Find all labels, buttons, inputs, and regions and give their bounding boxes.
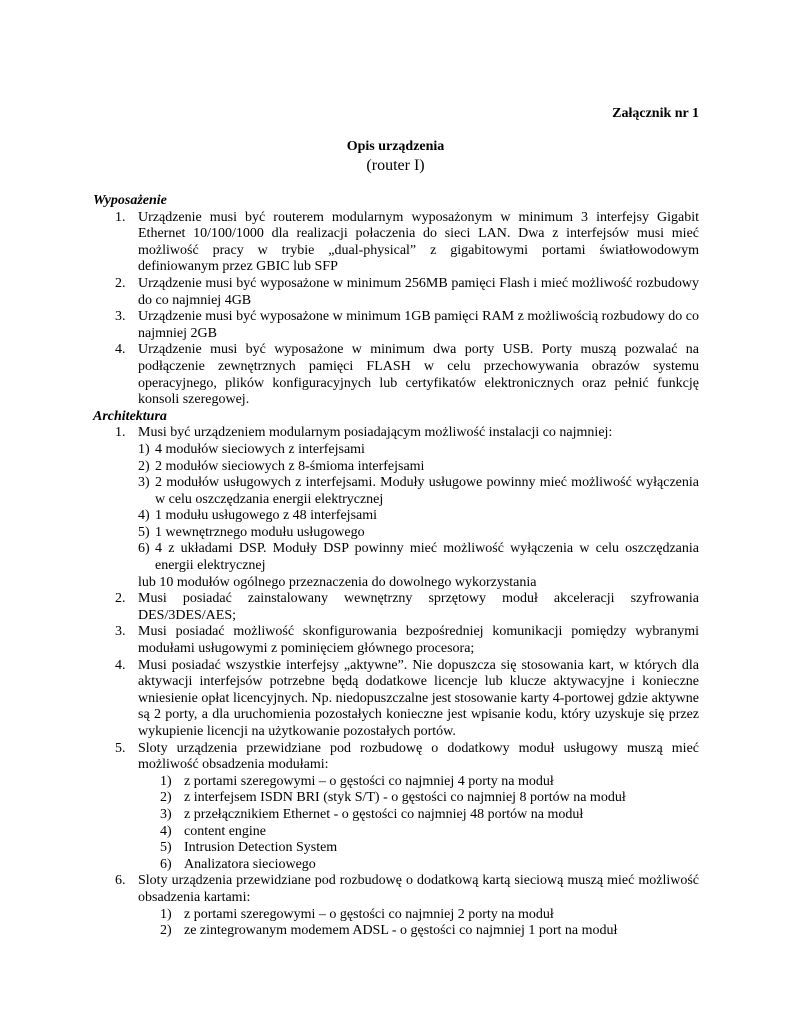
list-text: Urządzenie musi być wyposażone w minimum dwa porty USB. Porty muszą pozwalać na podłączenie zewnętrznych pamięci FLASH w celu przechowywania obrazów systemu operacyjnego, plików konfiguracyjnych lub certyfikatów elektronicznych oraz pełnić funkcję konsoli szeregowej. [138,342,699,408]
sublist-item [93,807,699,824]
section-heading-equipment: Wyposażenie [93,193,167,208]
list-number: 1. [115,209,126,225]
sublist-text: ze zintegrowanym modemem ADSL - o gęstości co najmniej 1 port na moduł [184,923,618,939]
sublist-text: 4 modułów sieciowych z interfejsami [155,441,365,457]
sublist-number: 2) [138,458,150,474]
list-text: Sloty urządzenia przewidziane pod rozbudowę o dodatkową kartą sieciową muszą mieć możliwość obsadzenia kartami: [138,873,699,905]
document-subtitle: (router I) [366,157,425,174]
list-number: 3. [115,309,126,325]
list-text: Musi posiadać wszystkie interfejsy „aktywne”. Nie dopuszcza się stosowania kart, w których dla aktywacji interfejsów potrzebne będą dodatkowe licencje lub klucze aktywacyjne i konieczne wniesienie opłat licencyjnych. Np. niedopuszczalne jest stosowanie karty 4-portowej gdzie aktywne są 2 porty, a dla uruchomienia pozostałych konieczne jest wpisanie kodu, który uzyskuje się przez wykupienie licencji na użytkowanie pozostałych portów. [138,657,699,739]
list-item [93,591,699,624]
sublist-text: z portami szeregowymi – o gęstości co najmniej 4 porty na moduł [184,773,554,789]
sublist-number: 4) [138,508,150,524]
list-number: 2. [115,275,126,291]
list-item [93,741,699,774]
sublist-text: Analizatora sieciowego [184,856,316,872]
list-number: 2. [115,591,126,607]
list-item [93,425,699,442]
list-item [93,210,699,276]
sublist-text: z przełącznikiem Ethernet - o gęstości co najmniej 48 portów na moduł [184,806,584,822]
sublist-item [93,508,699,525]
list-number: 3. [115,624,126,640]
list-number: 5. [115,740,126,756]
list-item [93,276,699,309]
list-item [93,658,699,741]
sublist-number: 4) [160,823,172,839]
sublist-text: 1 wewnętrznego modułu usługowego [155,524,365,540]
list-text: Musi posiadać możliwość skonfigurowania bezpośredniej komunikacji pomiędzy wybranymi modułami usługowymi z pominięciem głównego procesora; [138,624,699,657]
sublist-number: 5) [138,524,150,540]
list-number: 1. [115,425,126,441]
sublist-item [93,923,699,940]
sublist-item [93,541,699,574]
sublist-number: 1) [160,906,172,922]
list-number: 4. [115,657,126,673]
document-title: Opis urządzenia [346,139,445,154]
sublist-number: 5) [160,840,172,856]
sublist-item [93,824,699,841]
sublist-number: 1) [160,773,172,789]
list-text: Urządzenie musi być wyposażone w minimum 256MB pamięci Flash i mieć możliwość rozbudowy do co najmniej 4GB [138,275,699,308]
list-text: Urządzenie musi być routerem modularnym wyposażonym w minimum 3 interfejsy Gigabit Ethernet 10/100/1000 dla realizacji połaczenia do sieci LAN. Dwa z interfejsów musi mieć możliwość pracy w trybie „dual-physical” z gigabitowymi portami światłowodowym definiowanym przez GBIC lub SFP [138,209,699,275]
sublist-item [93,907,699,924]
document-body [93,193,699,940]
list-number: 6. [115,873,126,889]
sublist-text: z interfejsem ISDN BRI (styk S/T) - o gęstości co najmniej 8 portów na moduł [184,790,626,806]
list-continuation: lub 10 modułów ogólnego przeznaczenia do dowolnego wykorzystania [138,574,537,590]
sublist-text: 1 modułu usługowego z 48 interfejsami [155,508,378,524]
sublist-text: content engine [184,823,267,839]
sublist-item [93,840,699,857]
list-item [93,873,699,906]
attachment-label: Załącznik nr 1 [612,106,699,121]
list-number: 4. [115,342,126,358]
sublist-item [93,774,699,791]
sublist-number: 6) [160,856,172,872]
sublist-item [93,459,699,476]
sublist-item [93,475,699,508]
list-item [93,309,699,342]
sublist-item [93,442,699,459]
sublist-number: 1) [138,441,150,457]
list-text: Musi posiadać zainstalowany wewnętrzny sprzętowy moduł akceleracji szyfrowania DES/3DES/AES; [138,591,699,623]
sublist-number: 2) [160,923,172,939]
sublist-text: z portami szeregowymi – o gęstości co najmniej 2 porty na moduł [184,906,554,922]
sublist-number: 3) [160,806,172,822]
sublist-number: 6) [138,541,150,557]
list-item [93,342,699,408]
list-text: Musi być urządzeniem modularnym posiadającym możliwość instalacji co najmniej: [138,425,613,441]
list-text: Urządzenie musi być wyposażone w minimum 1GB pamięci RAM z możliwością rozbudowy do co najmniej 2GB [138,309,699,341]
list-text: Sloty urządzenia przewidziane pod rozbudowę o dodatkowy moduł usługowy muszą mieć możliwość obsadzenia modułami: [138,740,699,773]
sublist-number: 2) [160,790,172,806]
sublist-item [93,857,699,874]
sublist-text: 4 z układami DSP. Moduły DSP powinny mieć możliwość wyłączenia w celu oszczędzania energii elektrycznej [155,541,699,574]
list-item [93,624,699,657]
sublist-text: Intrusion Detection System [184,840,338,856]
sublist-item [93,525,699,542]
section-heading-architecture: Architektura [93,408,167,424]
sublist-item [93,790,699,807]
sublist-number: 3) [138,475,150,491]
sublist-text: 2 modułów usługowych z interfejsami. Moduły usługowe powinny mieć możliwość wyłączenia w celu oszczędzania energii elektrycznej [155,475,699,507]
sublist-text: 2 modułów sieciowych z 8-śmioma interfejsami [155,458,425,474]
